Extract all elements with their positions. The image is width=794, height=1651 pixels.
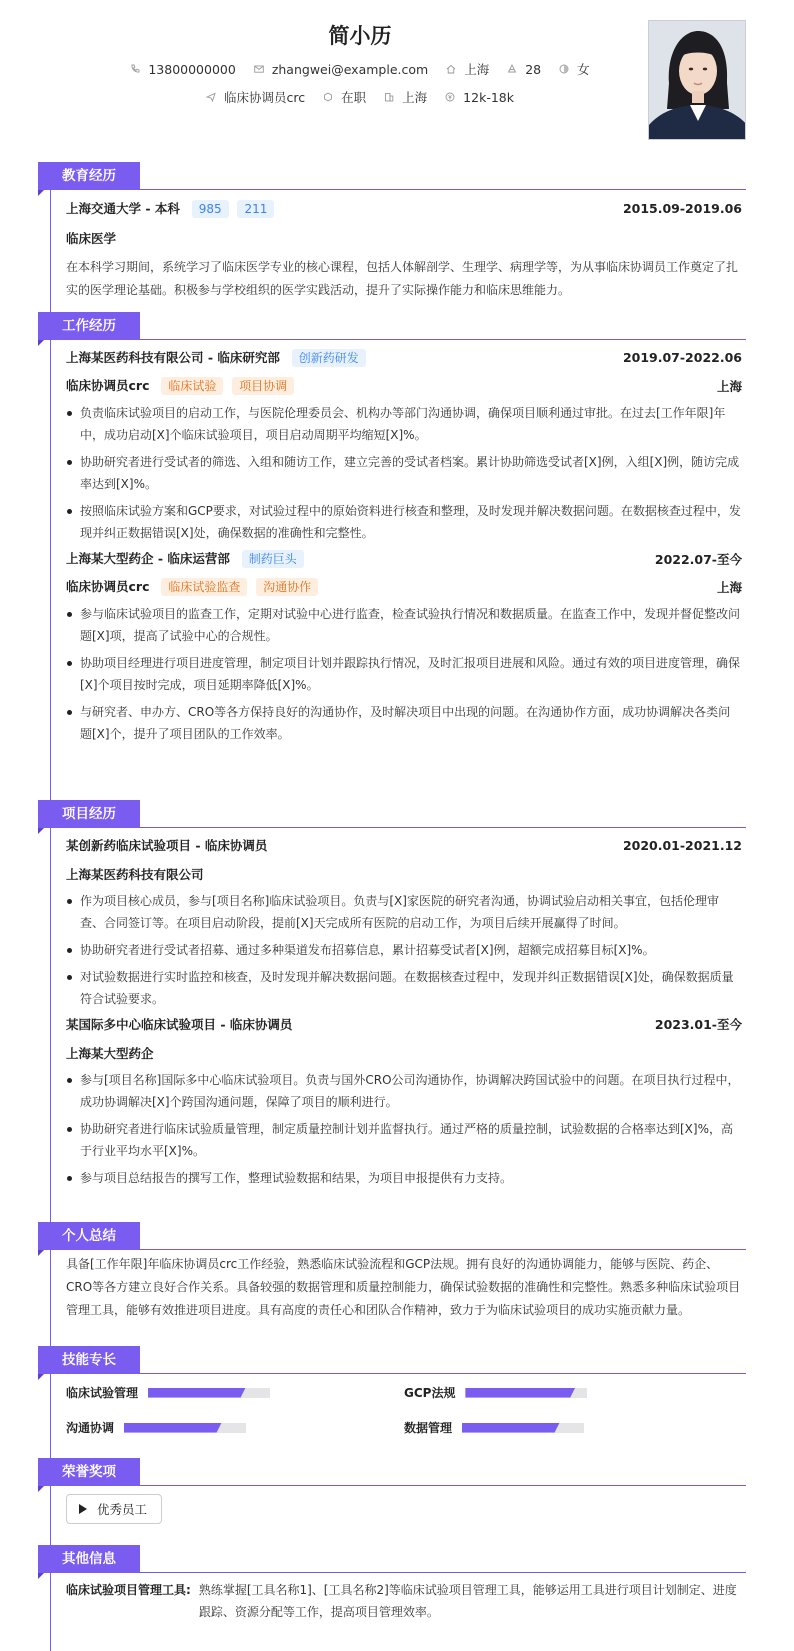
list-item: 与研究者、申办方、CRO等各方保持良好的沟通协作，及时解决项目中出现的问题。在沟通协作方面，成功协调解决各类问题[X]个，提升了项目团队的工作效率。	[66, 701, 742, 745]
resume-header	[0, 0, 794, 160]
skill-bar	[148, 1388, 270, 1398]
home-icon	[446, 64, 456, 74]
gender-icon	[559, 64, 569, 74]
company-name: 上海某大型药企 - 临床运营部	[66, 551, 230, 566]
gender-info	[559, 60, 590, 78]
work-company-row	[66, 348, 742, 367]
summary-section	[38, 1222, 746, 1322]
projects-header	[38, 800, 746, 828]
company-tag: 制药巨头	[242, 550, 304, 568]
work-period: 2022.07-至今	[654, 551, 742, 567]
project-name: 某国际多中心临床试验项目 - 临床协调员	[66, 1017, 293, 1032]
play-icon	[79, 1504, 87, 1514]
other-section	[38, 1545, 746, 1623]
profile-photo	[648, 20, 746, 140]
education-desc: 在本科学习期间，系统学习了临床医学专业的核心课程，包括人体解剖学、生理学、病理学等，为从事临床协调员工作奠定了扎实的医学理论基础。积极参与学校组织的医学实践活动，提升了实际操作能力和临床思维能力。	[66, 260, 739, 297]
project-period: 2023.01-至今	[654, 1017, 742, 1032]
school-name: 上海交通大学 - 本科	[66, 201, 180, 216]
skill-item	[66, 1384, 404, 1401]
gender-text: 女	[577, 62, 590, 77]
skills-header	[38, 1346, 746, 1374]
contact-row	[0, 60, 720, 78]
projects-section	[38, 800, 746, 1194]
work-bullets	[66, 402, 742, 544]
work-role-row	[66, 577, 742, 596]
job-row	[0, 88, 720, 106]
phone-text: 13800000000	[148, 61, 236, 77]
job-text: 临床协调员crc	[224, 90, 306, 105]
award-item	[66, 1494, 162, 1524]
salary-text: 12k-18k	[463, 89, 514, 105]
role-name: 临床协调员crc	[66, 378, 150, 393]
work-company-row	[66, 549, 742, 568]
send-icon	[206, 92, 216, 102]
role-tag: 临床试验监查	[161, 578, 247, 596]
email-info	[254, 62, 428, 77]
status-info	[323, 88, 366, 106]
project-name: 某创新药临床试验项目 - 临床协调员	[66, 838, 268, 853]
skill-bar-fill	[462, 1423, 560, 1433]
city-text: 上海	[464, 62, 490, 77]
work-location: 上海	[716, 579, 742, 595]
list-item: 参与[项目名称]国际多中心临床试验项目。负责与国外CRO公司沟通协作，协调解决跨国试验中的问题。在项目执行过程中，成功协调解决[X]个跨国沟通问题，保障了项目的顺利进行。	[66, 1069, 742, 1113]
building-icon	[384, 92, 394, 102]
age-info	[507, 62, 541, 77]
school-tag: 211	[237, 200, 274, 218]
education-header	[38, 162, 746, 190]
major-name: 临床医学	[66, 231, 117, 246]
resume-name: 简小历	[328, 24, 392, 48]
skill-name: 临床试验管理	[66, 1386, 139, 1400]
work-header	[38, 312, 746, 340]
awards-header	[38, 1458, 746, 1486]
skill-bar-fill	[465, 1388, 575, 1398]
age-text: 28	[525, 61, 542, 77]
summary-header	[38, 1222, 746, 1250]
skill-bar	[462, 1423, 584, 1433]
other-row	[66, 1579, 742, 1623]
role-name: 临床协调员crc	[66, 579, 150, 594]
other-title: 其他信息	[38, 1545, 140, 1573]
skill-bar-fill	[148, 1388, 246, 1398]
education-row	[66, 199, 742, 218]
target-city-text: 上海	[402, 90, 428, 105]
company-name: 上海某医药科技有限公司 - 临床研究部	[66, 350, 280, 365]
skill-bar-fill	[124, 1423, 222, 1433]
other-text: 熟练掌握[工具名称1]、[工具名称2]等临床试验项目管理工具，能够运用工具进行项目计划制定、进度跟踪、资源分配等工作，提高项目管理效率。	[198, 1583, 737, 1619]
education-title: 教育经历	[38, 162, 140, 190]
skill-item	[404, 1384, 742, 1401]
project-bullets	[66, 890, 742, 1010]
city-info	[446, 60, 489, 78]
skills-title: 技能专长	[38, 1346, 140, 1374]
skill-name: 数据管理	[404, 1421, 453, 1435]
skill-item	[404, 1419, 742, 1436]
skill-name: 沟通协调	[66, 1421, 115, 1435]
list-item: 作为项目核心成员，参与[项目名称]临床试验项目。负责与[X]家医院的研究者沟通，协调试验启动相关事宜，包括伦理审查、合同签订等。在项目启动阶段，提前[X]天完成所有医院的启动工作，为项目后续开展赢得了时间。	[66, 890, 742, 934]
skill-name: GCP法规	[404, 1386, 456, 1400]
money-icon	[445, 92, 455, 102]
project-org: 上海某医药科技有限公司	[66, 867, 204, 882]
list-item: 按照临床试验方案和GCP要求，对试验过程中的原始资料进行核查和整理，及时发现并解决数据问题。在数据核查过程中，发现并纠正数据错误[X]处，确保数据的准确性和完整性。	[66, 500, 742, 544]
status-icon	[323, 92, 333, 102]
work-location: 上海	[716, 378, 742, 394]
list-item: 参与项目总结报告的撰写工作，整理试验数据和结果，为项目申报提供有力支持。	[66, 1167, 742, 1189]
work-title: 工作经历	[38, 312, 140, 340]
work-section	[38, 312, 746, 750]
work-bullets	[66, 603, 742, 745]
list-item: 对试验数据进行实时监控和核查，及时发现并解决数据问题。在数据核查过程中，发现并纠正数据错误[X]处，确保数据质量符合试验要求。	[66, 966, 742, 1010]
school-tag: 985	[192, 200, 229, 218]
work-period: 2019.07-2022.06	[622, 350, 742, 365]
phone-icon	[130, 64, 140, 74]
role-tag: 临床试验	[161, 377, 223, 395]
company-tag: 创新药研发	[292, 349, 366, 367]
job-info	[206, 88, 305, 106]
awards-section	[38, 1458, 746, 1524]
project-row	[66, 1015, 742, 1033]
other-header	[38, 1545, 746, 1573]
list-item: 协助研究者进行受试者招募、通过多种渠道发布招募信息，累计招募受试者[X]例，超额完成招募目标[X]%。	[66, 939, 742, 961]
skill-bar	[124, 1423, 246, 1433]
role-tag: 沟通协作	[256, 578, 318, 596]
list-item: 负责临床试验项目的启动工作，与医院伦理委员会、机构办等部门沟通协调，确保项目顺利通过审批。在过去[工作年限]年中，成功启动[X]个临床试验项目，项目启动周期平均缩短[X]%。	[66, 402, 742, 446]
project-period: 2020.01-2021.12	[622, 837, 742, 853]
summary-title: 个人总结	[38, 1222, 140, 1250]
email-text: zhangwei@example.com	[271, 61, 429, 77]
project-row	[66, 836, 742, 854]
education-period: 2015.09-2019.06	[622, 201, 742, 216]
skill-bar	[465, 1388, 587, 1398]
age-icon	[507, 64, 517, 74]
skill-grid	[66, 1384, 742, 1436]
project-org: 上海某大型药企	[66, 1046, 154, 1061]
mail-icon	[254, 64, 264, 74]
role-tag: 项目协调	[232, 377, 294, 395]
project-bullets	[66, 1069, 742, 1189]
projects-title: 项目经历	[38, 800, 140, 828]
phone-info	[130, 62, 235, 77]
list-item: 协助研究者进行受试者的筛选、入组和随访工作，建立完善的受试者档案。累计协助筛选受试者[X]例，入组[X]例，随访完成率达到[X]%。	[66, 451, 742, 495]
education-section	[38, 162, 746, 302]
list-item: 协助研究者进行临床试验质量管理，制定质量控制计划并监督执行。通过严格的质量控制，试验数据的合格率达到[X]%，高于行业平均水平[X]%。	[66, 1118, 742, 1162]
skills-section	[38, 1346, 746, 1436]
summary-text: 具备[工作年限]年临床协调员crc工作经验，熟悉临床试验流程和GCP法规。拥有良好的沟通协调能力，能够与医院、药企、CRO等各方建立良好合作关系。具备较强的数据管理和质量控制能力，确保试验数据的准确性和完整性。熟悉多种临床试验项目管理工具，能够有效推进项目进度。具有高度的责任心和团队合作精神，致力于为临床试验项目的成功实施贡献力量。	[66, 1257, 741, 1317]
list-item: 参与临床试验项目的监查工作，定期对试验中心进行监查，检查试验执行情况和数据质量。在监查工作中，发现并督促整改问题[X]项，提高了试验中心的合规性。	[66, 603, 742, 647]
target-city-info	[384, 88, 427, 106]
status-text: 在职	[341, 90, 367, 105]
work-role-row	[66, 376, 742, 395]
list-item: 协助项目经理进行项目进度管理，制定项目计划并跟踪执行情况，及时汇报项目进展和风险。通过有效的项目进度管理，确保[X]个项目按时完成，项目延期率降低[X]%。	[66, 652, 742, 696]
salary-info	[445, 90, 514, 105]
skill-item	[66, 1419, 404, 1436]
other-label: 临床试验项目管理工具:	[66, 1583, 191, 1597]
awards-title: 荣誉奖项	[38, 1458, 140, 1486]
award-label: 优秀员工	[97, 1502, 148, 1517]
